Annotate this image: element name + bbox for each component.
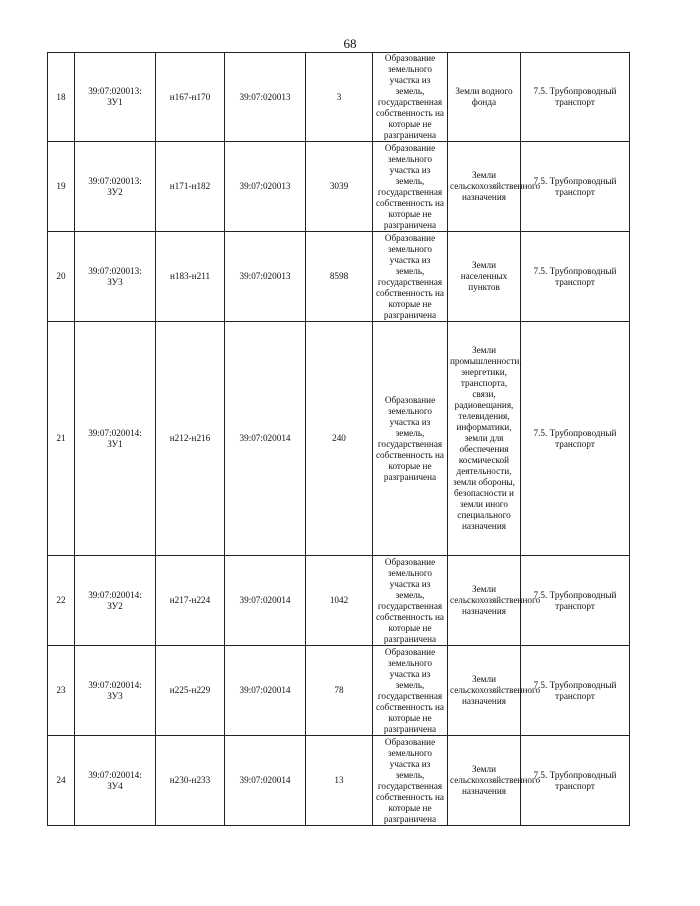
plot-designation: 39:07:020014: ЗУ2 — [75, 556, 156, 646]
land-category: Земли сельскохозяйственного назначения — [448, 646, 521, 736]
plot-designation: 39:07:020013: ЗУ1 — [75, 53, 156, 142]
plot-area: 8598 — [306, 232, 373, 322]
land-category: Земли сельскохозяйственного назначения — [448, 736, 521, 826]
land-category: Земли сельскохозяйственного назначения — [448, 142, 521, 232]
table-row — [48, 53, 630, 142]
cadastral-block: 39:07:020014 — [225, 556, 306, 646]
plot-area: 13 — [306, 736, 373, 826]
plot-area: 240 — [306, 322, 373, 556]
permitted-use: 7.5. Трубопроводный транспорт — [521, 322, 630, 556]
formation-method: Образование земельного участка из земель, государственная собственность на которые не разграничена — [373, 232, 448, 322]
row-number: 20 — [48, 232, 75, 322]
row-number: 22 — [48, 556, 75, 646]
boundary-points: н171-н182 — [156, 142, 225, 232]
boundary-points: н225-н229 — [156, 646, 225, 736]
boundary-points: н167-н170 — [156, 53, 225, 142]
plot-designation: 39:07:020014: ЗУ3 — [75, 646, 156, 736]
cadastral-block: 39:07:020013 — [225, 232, 306, 322]
permitted-use: 7.5. Трубопроводный транспорт — [521, 232, 630, 322]
formation-method: Образование земельного участка из земель, государственная собственность на которые не разграничена — [373, 53, 448, 142]
boundary-points: н212-н216 — [156, 322, 225, 556]
plot-area: 1042 — [306, 556, 373, 646]
formation-method: Образование земельного участка из земель, государственная собственность на которые не разграничена — [373, 556, 448, 646]
land-plot-table — [47, 52, 630, 826]
boundary-points: н230-н233 — [156, 736, 225, 826]
row-number: 23 — [48, 646, 75, 736]
permitted-use: 7.5. Трубопроводный транспорт — [521, 646, 630, 736]
formation-method: Образование земельного участка из земель, государственная собственность на которые не разграничена — [373, 646, 448, 736]
land-category: Земли населенных пунктов — [448, 232, 521, 322]
boundary-points: н217-н224 — [156, 556, 225, 646]
row-number: 18 — [48, 53, 75, 142]
permitted-use: 7.5. Трубопроводный транспорт — [521, 556, 630, 646]
table-row — [48, 646, 630, 736]
cadastral-block: 39:07:020013 — [225, 53, 306, 142]
plot-area: 3039 — [306, 142, 373, 232]
permitted-use: 7.5. Трубопроводный транспорт — [521, 53, 630, 142]
formation-method: Образование земельного участка из земель, государственная собственность на которые не разграничена — [373, 142, 448, 232]
cadastral-block: 39:07:020014 — [225, 322, 306, 556]
table-row — [48, 322, 630, 556]
plot-area: 78 — [306, 646, 373, 736]
row-number: 21 — [48, 322, 75, 556]
row-number: 19 — [48, 142, 75, 232]
land-plot-table-body — [48, 53, 630, 826]
boundary-points: н183-н211 — [156, 232, 225, 322]
table-row — [48, 556, 630, 646]
row-number: 24 — [48, 736, 75, 826]
plot-area: 3 — [306, 53, 373, 142]
land-category: Земли сельскохозяйственного назначения — [448, 556, 521, 646]
cadastral-block: 39:07:020013 — [225, 142, 306, 232]
plot-designation: 39:07:020014: ЗУ4 — [75, 736, 156, 826]
permitted-use: 7.5. Трубопроводный транспорт — [521, 142, 630, 232]
plot-designation: 39:07:020013: ЗУ2 — [75, 142, 156, 232]
table-row — [48, 736, 630, 826]
table-row — [48, 232, 630, 322]
cadastral-block: 39:07:020014 — [225, 736, 306, 826]
formation-method: Образование земельного участка из земель, государственная собственность на которые не разграничена — [373, 322, 448, 556]
plot-designation: 39:07:020014: ЗУ1 — [75, 322, 156, 556]
permitted-use: 7.5. Трубопроводный транспорт — [521, 736, 630, 826]
plot-designation: 39:07:020013: ЗУ3 — [75, 232, 156, 322]
land-category: Земли водного фонда — [448, 53, 521, 142]
table-row — [48, 142, 630, 232]
cadastral-block: 39:07:020014 — [225, 646, 306, 736]
page-number: 68 — [343, 36, 357, 51]
formation-method: Образование земельного участка из земель, государственная собственность на которые не разграничена — [373, 736, 448, 826]
land-category: Земли промышленности, энергетики, транспорта, связи, радиовещания, телевидения, информатики, земли для обеспечения космической деятельности, земли обороны, безопасности и земли иного специального назначения — [448, 322, 521, 556]
